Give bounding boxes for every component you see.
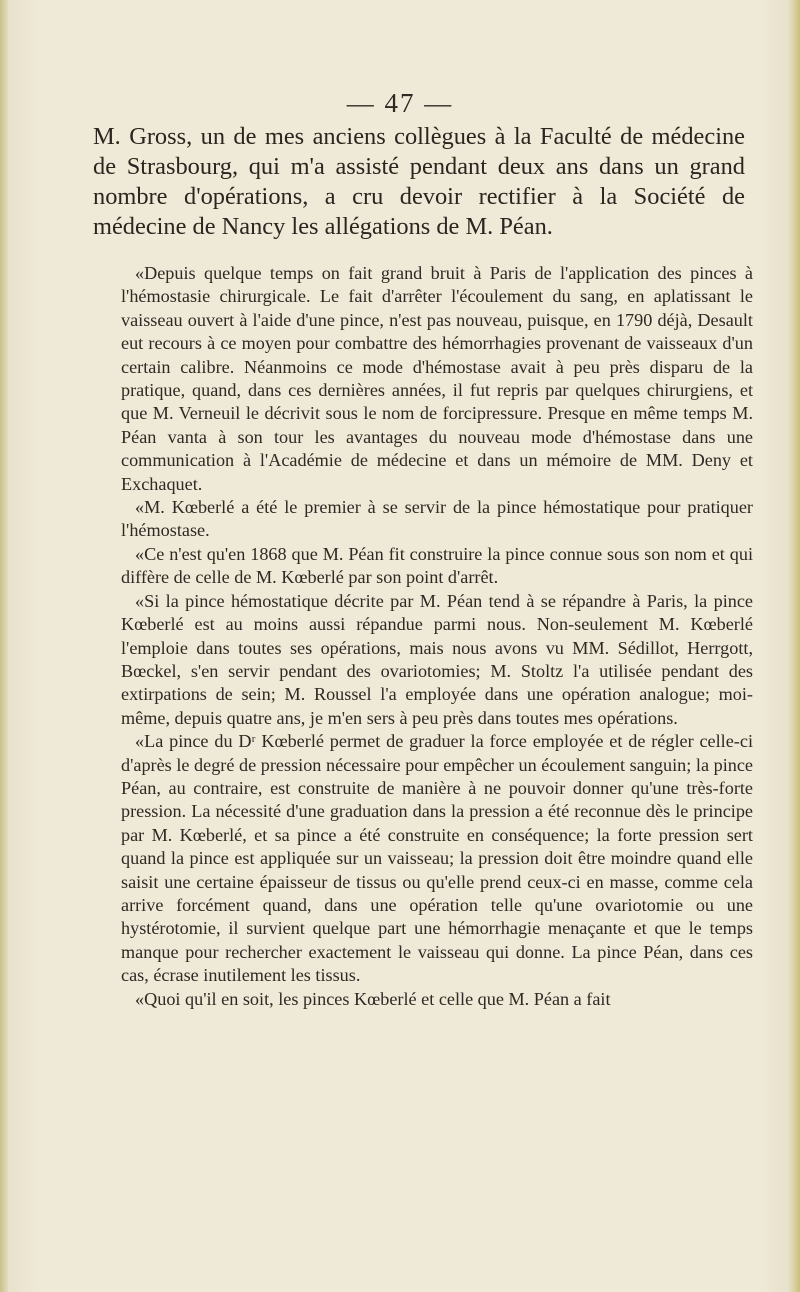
quote-paragraph-2: «M. Kœberlé a été le premier à se servir de la pince hémostatique pour pratiquer l'hémostase. <box>121 497 753 541</box>
page-right-edge <box>788 0 800 1292</box>
quote-paragraph-3: «Ce n'est qu'en 1868 que M. Péan fit construire la pince connue sous son nom et qui diffère de celle de M. Kœberlé par son point d'arrêt. <box>121 543 753 588</box>
quote-paragraph-5: «La pince du Dʳ Kœberlé permet de graduer la force employée et de régler celle-ci d'après le degré de pression nécessaire pour empêcher un écoulement sanguin; la pince Péan, au contraire, est construite de manière à ne pouvoir donner qu'une très-forte pression. La nécessité d'une graduation dans la pression a été reconnue dès le principe par M. Kœberlé, et sa pince a été construite en conséquence; la forte pression sert quand la pince est appliquée sur un vaisseau; la pression doit être moindre quand elle saisit une certaine épaisseur de tissus ou qu'elle prend ceux-ci en masse, comme cela arrive forcément quand, dans une opération telle qu'une ovariotomie ou une hystérotomie, il survient quelque part une hémorrhagie menaçante et que le temps manque pour rechercher exactement le vaisseau qui donne. La pince Péan, dans ces cas, écrase inutilement les tissus. <box>121 731 753 986</box>
quoted-text-block <box>121 262 753 1011</box>
quote-paragraph-4: «Si la pince hémostatique décrite par M. Péan tend à se répandre à Paris, la pince Kœberlé est au moins aussi répandue parmi nous. Non-seulement M. Kœberlé l'emploie dans toutes ses opérations, mais nous avons vu MM. Sédillot, Herrgott, Bœckel, s'en servir pendant des ovariotomies; M. Stoltz l'a utilisée pendant des extirpations de sein; M. Roussel l'a employée dans une opération analogue; moi-même, depuis quatre ans, je m'en sers à peu près dans toutes mes opérations. <box>121 590 753 728</box>
quote-paragraph-1: «Depuis quelque temps on fait grand bruit à Paris de l'application des pinces à l'hémostasie chirurgicale. Le fait d'arrêter l'écoulement du sang, en aplatissant le vaisseau ouvert à l'aide d'une pince, n'est pas nouveau, puisque, en 1790 déjà, Desault eut recours à ce moyen pour combattre des hémorrhagies provenant de vaisseaux d'un certain calibre. Néanmoins ce mode d'hémostase avait à peu près disparu de la pratique, quand, dans ces dernières années, il fut repris par quelques chirurgiens, et que M. Verneuil le décrivit sous le nom de forcipressure. Presque en même temps M. Péan vanta à son tour les avantages du nouveau mode d'hémostase dans une communication à l'Académie de médecine et dans un mémoire de MM. Deny et Exchaquet. <box>121 263 753 494</box>
page-left-edge <box>0 0 8 1292</box>
page-number: — 47 — <box>346 88 454 118</box>
intro-paragraph: M. Gross, un de mes anciens collègues à la Faculté de médecine de Strasbourg, qui m'a assisté pendant deux ans dans un grand nombre d'opérations, a cru devoir rectifier à la Société de médecine de Nancy les allégations de M. Péan. <box>93 123 745 240</box>
quote-paragraph-6: «Quoi qu'il en soit, les pinces Kœberlé et celle que M. Péan a fait <box>135 988 611 1009</box>
